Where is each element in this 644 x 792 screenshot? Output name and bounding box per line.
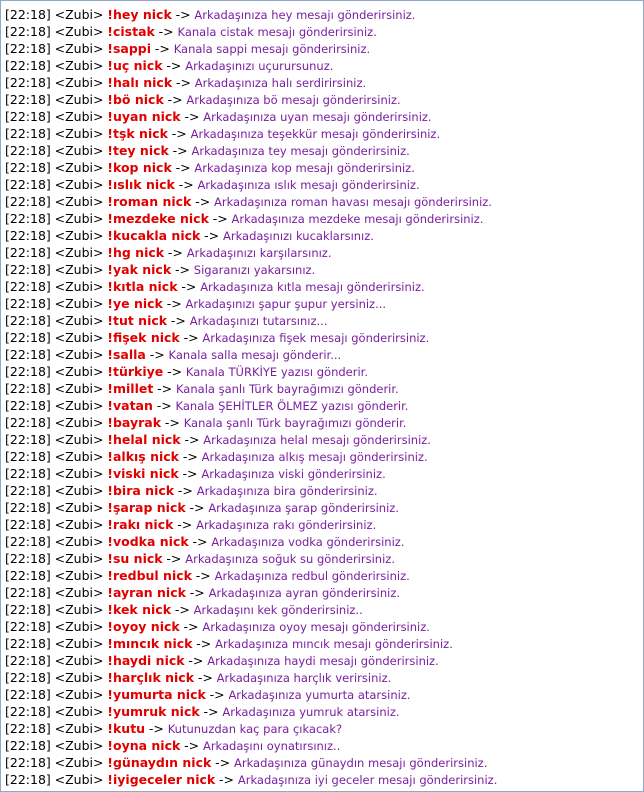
command-text: !ye nick (107, 296, 163, 311)
command-text: !halı nick (107, 75, 173, 90)
arrow-text: -> (195, 568, 211, 583)
timestamp: [22:18] (5, 41, 51, 56)
command-text: !haydi nick (107, 653, 185, 668)
arrow-text: -> (156, 398, 172, 413)
description-text: Arkadaşınıza soğuk su gönderirsiniz. (185, 552, 395, 566)
command-text: !redbul nick (107, 568, 192, 583)
command-text: !roman nick (107, 194, 192, 209)
timestamp: [22:18] (5, 75, 51, 90)
description-text: Arkadaşınıza fişek mesajı gönderirsiniz. (202, 331, 430, 345)
arrow-text: -> (175, 75, 191, 90)
description-text: Arkadaşınıza kop mesajı gönderirsiniz. (194, 161, 415, 175)
username: <Zubi> (54, 279, 104, 294)
username: <Zubi> (54, 551, 104, 566)
description-text: Arkadaşınızı şapur şupur yersiniz... (185, 297, 387, 311)
username: <Zubi> (54, 415, 104, 430)
timestamp: [22:18] (5, 602, 51, 617)
command-text: !tey nick (107, 143, 169, 158)
arrow-text: -> (219, 772, 235, 787)
timestamp: [22:18] (5, 279, 51, 294)
chat-line (5, 91, 641, 108)
arrow-text: -> (184, 109, 200, 124)
description-text: Arkadaşınıza rakı gönderirsiniz. (196, 518, 377, 532)
username: <Zubi> (54, 568, 104, 583)
arrow-text: -> (154, 41, 170, 56)
chat-line (5, 669, 641, 686)
command-text: !kek nick (107, 602, 172, 617)
username: <Zubi> (54, 432, 104, 447)
command-text: !mıncık nick (107, 636, 193, 651)
description-text: Kanala şanlı Türk bayrağımızı gönderir. (183, 416, 407, 430)
description-text: Arkadaşınıza ayran gönderirsiniz. (208, 586, 401, 600)
username: <Zubi> (54, 143, 104, 158)
arrow-text: -> (189, 500, 205, 515)
description-text: Arkadaşınızı uçurursunuz. (185, 59, 334, 73)
description-text: Arkadaşınıza harçlık verirsiniz. (216, 671, 392, 685)
chat-line (5, 482, 641, 499)
chat-line (5, 6, 641, 23)
arrow-text: -> (171, 126, 187, 141)
description-text: Arkadaşınıza ıslık mesajı gönderirsiniz. (197, 178, 420, 192)
username: <Zubi> (54, 517, 104, 532)
username: <Zubi> (54, 228, 104, 243)
chat-line (5, 397, 641, 414)
chat-line (5, 159, 641, 176)
description-text: Arkadaşınıza halı serdirirsiniz. (194, 76, 367, 90)
command-text: !oyna nick (107, 738, 181, 753)
chat-line (5, 771, 641, 788)
timestamp: [22:18] (5, 755, 51, 770)
arrow-text: -> (209, 687, 225, 702)
chat-line (5, 295, 641, 312)
description-text: Kutunuzdan kaç para çıkacak? (167, 722, 343, 736)
timestamp: [22:18] (5, 211, 51, 226)
description-text: Arkadaşını kek gönderirsiniz.. (193, 603, 363, 617)
arrow-text: -> (174, 602, 190, 617)
chat-line (5, 227, 641, 244)
description-text: Arkadaşınıza oyoy mesajı gönderirsiniz. (202, 620, 430, 634)
chat-line (5, 737, 641, 754)
description-text: Arkadaşınıza günaydın mesajı gönderirsiniz. (233, 756, 488, 770)
chat-line (5, 720, 641, 737)
description-text: Kanala TÜRKİYE yazısı gönderir. (185, 365, 368, 379)
description-text: Arkadaşınıza alkış mesajı gönderirsiniz. (201, 450, 428, 464)
command-text: !kıtla nick (107, 279, 178, 294)
timestamp: [22:18] (5, 126, 51, 141)
arrow-text: -> (177, 483, 193, 498)
chat-line (5, 618, 641, 635)
timestamp: [22:18] (5, 534, 51, 549)
description-text: Arkadaşınıza uyan mesajı gönderirsiniz. (203, 110, 432, 124)
username: <Zubi> (54, 92, 104, 107)
chat-log (5, 6, 641, 788)
arrow-text: -> (195, 194, 211, 209)
username: <Zubi> (54, 381, 104, 396)
chat-line (5, 108, 641, 125)
description-text: Arkadaşınızı karşılarsınız. (186, 246, 332, 260)
username: <Zubi> (54, 721, 104, 736)
timestamp: [22:18] (5, 432, 51, 447)
description-text: Arkadaşınıza yumruk atarsiniz. (222, 705, 400, 719)
username: <Zubi> (54, 449, 104, 464)
arrow-text: -> (197, 670, 213, 685)
username: <Zubi> (54, 109, 104, 124)
arrow-text: -> (203, 704, 219, 719)
chat-line (5, 703, 641, 720)
username: <Zubi> (54, 670, 104, 685)
description-text: Kanala cistak mesajı gönderirsiniz. (177, 25, 377, 39)
command-text: !salla (107, 347, 146, 362)
arrow-text: -> (175, 7, 191, 22)
username: <Zubi> (54, 194, 104, 209)
chat-line (5, 754, 641, 771)
command-text: !alkış nick (107, 449, 179, 464)
chat-line (5, 125, 641, 142)
command-text: !millet (107, 381, 154, 396)
arrow-text: -> (181, 279, 197, 294)
chat-line (5, 431, 641, 448)
description-text: Arkadaşınıza kıtla mesajı gönderirsiniz. (200, 280, 425, 294)
chat-line (5, 363, 641, 380)
description-text: Sigaranızı yakarsınız. (193, 263, 316, 277)
command-text: !helal nick (107, 432, 181, 447)
username: <Zubi> (54, 245, 104, 260)
chat-line (5, 278, 641, 295)
command-text: !şarap nick (107, 500, 186, 515)
timestamp: [22:18] (5, 772, 51, 787)
command-text: !günaydın nick (107, 755, 212, 770)
chat-line (5, 652, 641, 669)
username: <Zubi> (54, 24, 104, 39)
arrow-text: -> (177, 517, 193, 532)
arrow-text: -> (178, 177, 194, 192)
chat-line (5, 516, 641, 533)
username: <Zubi> (54, 347, 104, 362)
username: <Zubi> (54, 466, 104, 481)
username: <Zubi> (54, 7, 104, 22)
timestamp: [22:18] (5, 194, 51, 209)
command-text: !oyoy nick (107, 619, 180, 634)
chat-line (5, 329, 641, 346)
arrow-text: -> (182, 449, 198, 464)
command-text: !sappi (107, 41, 152, 56)
description-text: Arkadaşınıza iyi geceler mesajı gönderirsiniz. (237, 773, 498, 787)
username: <Zubi> (54, 126, 104, 141)
command-text: !fişek nick (107, 330, 180, 345)
description-text: Arkadaşınıza haydi mesajı gönderirsiniz. (207, 654, 439, 668)
arrow-text: -> (167, 364, 183, 379)
chat-line (5, 23, 641, 40)
timestamp: [22:18] (5, 347, 51, 362)
arrow-text: -> (196, 636, 212, 651)
chat-line (5, 380, 641, 397)
arrow-text: -> (188, 653, 204, 668)
chat-line (5, 261, 641, 278)
username: <Zubi> (54, 58, 104, 73)
description-text: Arkadaşınızı kucaklarsınız. (222, 229, 374, 243)
timestamp: [22:18] (5, 364, 51, 379)
description-text: Arkadaşınıza teşekkür mesajı gönderirsiniz. (190, 127, 441, 141)
username: <Zubi> (54, 602, 104, 617)
command-text: !kucakla nick (107, 228, 201, 243)
description-text: Kanala sappi mesajı gönderirsiniz. (173, 42, 371, 56)
timestamp: [22:18] (5, 7, 51, 22)
arrow-text: -> (149, 347, 165, 362)
arrow-text: -> (182, 466, 198, 481)
timestamp: [22:18] (5, 585, 51, 600)
chat-line (5, 635, 641, 652)
arrow-text: -> (183, 330, 199, 345)
chat-line (5, 550, 641, 567)
chat-line (5, 142, 641, 159)
chat-line (5, 210, 641, 227)
command-text: !su nick (107, 551, 163, 566)
username: <Zubi> (54, 755, 104, 770)
chat-line (5, 533, 641, 550)
description-text: Arkadaşınıza hey mesajı gönderirsiniz. (194, 8, 416, 22)
description-text: Kanala salla mesajı gönderir... (168, 348, 342, 362)
command-text: !yumruk nick (107, 704, 200, 719)
timestamp: [22:18] (5, 143, 51, 158)
command-text: !iyigeceler nick (107, 772, 216, 787)
description-text: Arkadaşınıza viski gönderirsiniz. (201, 467, 386, 481)
timestamp: [22:18] (5, 296, 51, 311)
command-text: !hey nick (107, 7, 172, 22)
chat-line (5, 40, 641, 57)
description-text: Kanala şanlı Türk bayrağımızı gönderir. (175, 382, 399, 396)
command-text: !bö nick (107, 92, 164, 107)
username: <Zubi> (54, 296, 104, 311)
chat-line (5, 584, 641, 601)
command-text: !bira nick (107, 483, 175, 498)
timestamp: [22:18] (5, 58, 51, 73)
arrow-text: -> (192, 534, 208, 549)
chat-line (5, 176, 641, 193)
username: <Zubi> (54, 772, 104, 787)
timestamp: [22:18] (5, 500, 51, 515)
username: <Zubi> (54, 313, 104, 328)
timestamp: [22:18] (5, 636, 51, 651)
username: <Zubi> (54, 330, 104, 345)
description-text: Arkadaşınıza mıncık mesajı gönderirsiniz. (215, 637, 453, 651)
timestamp: [22:18] (5, 415, 51, 430)
timestamp: [22:18] (5, 466, 51, 481)
chat-line (5, 448, 641, 465)
username: <Zubi> (54, 704, 104, 719)
description-text: Arkadaşınıza roman havası mesajı gönderirsiniz. (214, 195, 492, 209)
timestamp: [22:18] (5, 381, 51, 396)
description-text: Arkadaşınızı tutarsınız... (189, 314, 328, 328)
arrow-text: -> (164, 415, 180, 430)
description-text: Kanala ŞEHİTLER ÖLMEZ yazısı gönderir. (175, 399, 409, 413)
command-text: !bayrak (107, 415, 162, 430)
arrow-text: -> (148, 721, 164, 736)
command-text: !vatan (107, 398, 153, 413)
chat-line (5, 57, 641, 74)
username: <Zubi> (54, 211, 104, 226)
chat-line (5, 346, 641, 363)
chat-line (5, 193, 641, 210)
command-text: !vodka nick (107, 534, 189, 549)
username: <Zubi> (54, 41, 104, 56)
username: <Zubi> (54, 500, 104, 515)
description-text: Arkadaşınıza bö mesajı gönderirsiniz. (186, 93, 401, 107)
command-text: !uç nick (107, 58, 163, 73)
arrow-text: -> (158, 24, 174, 39)
username: <Zubi> (54, 534, 104, 549)
timestamp: [22:18] (5, 551, 51, 566)
arrow-text: -> (204, 228, 220, 243)
chat-line (5, 686, 641, 703)
arrow-text: -> (166, 296, 182, 311)
timestamp: [22:18] (5, 245, 51, 260)
description-text: Arkadaşını oynatırsınız.. (202, 739, 341, 753)
username: <Zubi> (54, 262, 104, 277)
arrow-text: -> (183, 619, 199, 634)
timestamp: [22:18] (5, 228, 51, 243)
timestamp: [22:18] (5, 262, 51, 277)
username: <Zubi> (54, 585, 104, 600)
arrow-text: -> (184, 738, 200, 753)
command-text: !harçlık nick (107, 670, 195, 685)
chat-line (5, 465, 641, 482)
command-text: !kop nick (107, 160, 172, 175)
timestamp: [22:18] (5, 449, 51, 464)
command-text: !yumurta nick (107, 687, 206, 702)
description-text: Arkadaşınıza redbul gönderirsiniz. (214, 569, 410, 583)
timestamp: [22:18] (5, 109, 51, 124)
command-text: !cistak (107, 24, 155, 39)
arrow-text: -> (157, 381, 173, 396)
timestamp: [22:18] (5, 92, 51, 107)
arrow-text: -> (172, 143, 188, 158)
timestamp: [22:18] (5, 619, 51, 634)
timestamp: [22:18] (5, 517, 51, 532)
chat-line (5, 499, 641, 516)
command-text: !yak nick (107, 262, 172, 277)
timestamp: [22:18] (5, 313, 51, 328)
description-text: Arkadaşınıza vodka gönderirsiniz. (211, 535, 405, 549)
arrow-text: -> (174, 262, 190, 277)
description-text: Arkadaşınıza mezdeke mesajı gönderirsiniz. (231, 212, 484, 226)
username: <Zubi> (54, 636, 104, 651)
arrow-text: -> (170, 313, 186, 328)
chat-line (5, 601, 641, 618)
timestamp: [22:18] (5, 330, 51, 345)
timestamp: [22:18] (5, 687, 51, 702)
chat-line (5, 74, 641, 91)
username: <Zubi> (54, 398, 104, 413)
command-text: !türkiye (107, 364, 164, 379)
username: <Zubi> (54, 653, 104, 668)
arrow-text: -> (212, 211, 228, 226)
command-text: !tut nick (107, 313, 168, 328)
timestamp: [22:18] (5, 653, 51, 668)
arrow-text: -> (215, 755, 231, 770)
username: <Zubi> (54, 619, 104, 634)
timestamp: [22:18] (5, 704, 51, 719)
command-text: !uyan nick (107, 109, 181, 124)
arrow-text: -> (184, 432, 200, 447)
description-text: Arkadaşınıza şarap gönderirsiniz. (208, 501, 399, 515)
command-text: !hg nick (107, 245, 165, 260)
timestamp: [22:18] (5, 177, 51, 192)
username: <Zubi> (54, 364, 104, 379)
username: <Zubi> (54, 75, 104, 90)
timestamp: [22:18] (5, 568, 51, 583)
command-text: !kutu (107, 721, 146, 736)
command-text: !ıslık nick (107, 177, 175, 192)
timestamp: [22:18] (5, 721, 51, 736)
arrow-text: -> (166, 551, 182, 566)
command-text: !viski nick (107, 466, 179, 481)
description-text: Arkadaşınıza yumurta atarsiniz. (228, 688, 411, 702)
username: <Zubi> (54, 483, 104, 498)
timestamp: [22:18] (5, 670, 51, 685)
description-text: Arkadaşınıza helal mesajı gönderirsiniz. (203, 433, 431, 447)
timestamp: [22:18] (5, 398, 51, 413)
description-text: Arkadaşınıza tey mesajı gönderirsiniz. (191, 144, 410, 158)
arrow-text: -> (167, 245, 183, 260)
username: <Zubi> (54, 738, 104, 753)
command-text: !mezdeke nick (107, 211, 209, 226)
username: <Zubi> (54, 160, 104, 175)
arrow-text: -> (166, 58, 182, 73)
arrow-text: -> (189, 585, 205, 600)
chat-line (5, 414, 641, 431)
timestamp: [22:18] (5, 738, 51, 753)
chat-line (5, 312, 641, 329)
username: <Zubi> (54, 687, 104, 702)
arrow-text: -> (167, 92, 183, 107)
command-text: !tşk nick (107, 126, 168, 141)
command-text: !ayran nick (107, 585, 186, 600)
timestamp: [22:18] (5, 160, 51, 175)
arrow-text: -> (175, 160, 191, 175)
command-text: !rakı nick (107, 517, 174, 532)
chat-line (5, 567, 641, 584)
description-text: Arkadaşınıza bira gönderirsiniz. (196, 484, 378, 498)
username: <Zubi> (54, 177, 104, 192)
timestamp: [22:18] (5, 483, 51, 498)
chat-line (5, 244, 641, 261)
timestamp: [22:18] (5, 24, 51, 39)
